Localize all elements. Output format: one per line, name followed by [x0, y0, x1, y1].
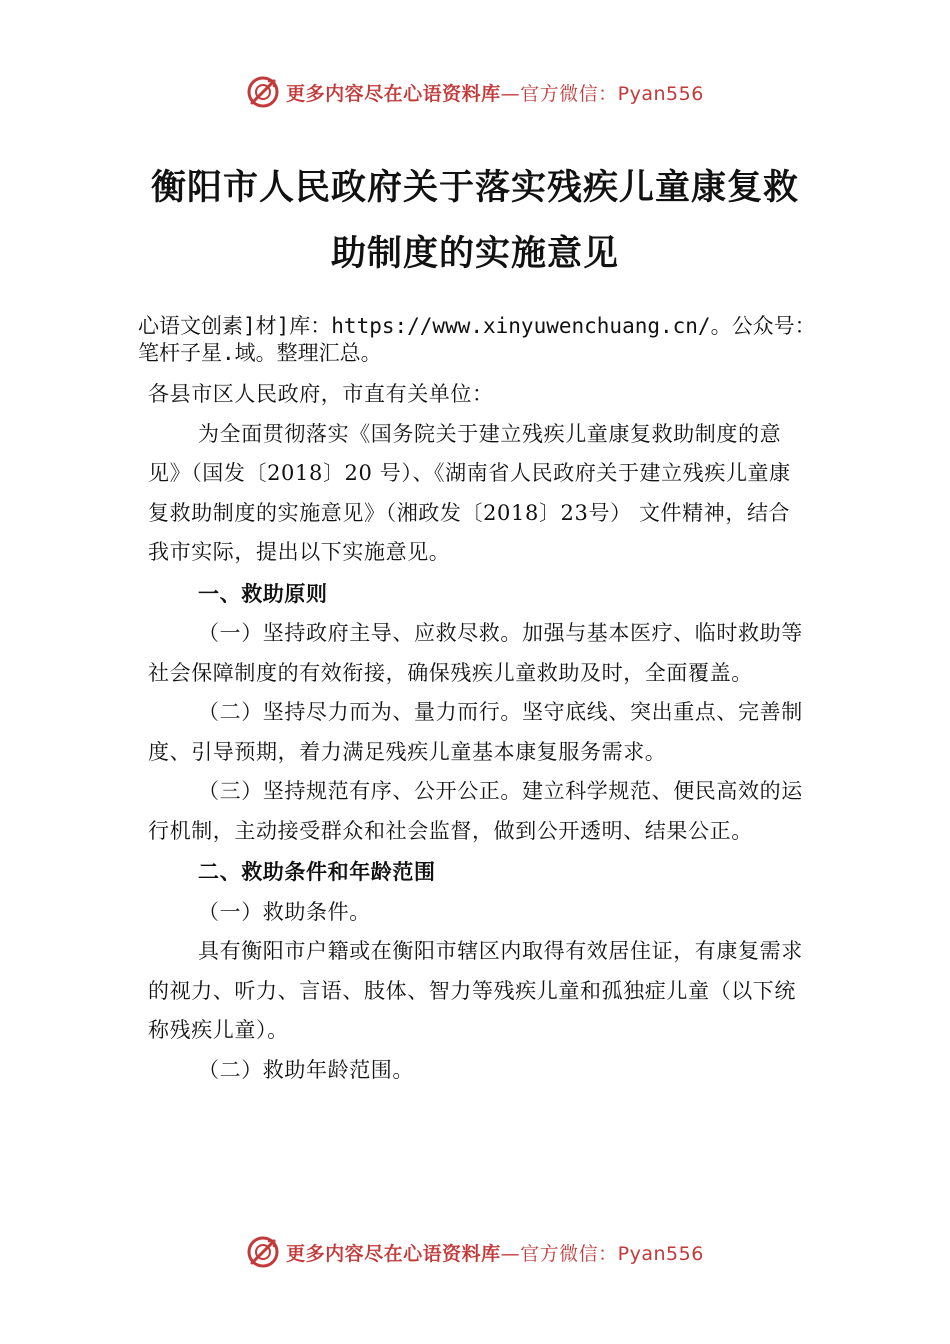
intro-paragraph: 为全面贯彻落实《国务院关于建立残疾儿童康复救助制度的意见》（国发〔2018〕20 号）、《湖南省人民政府关于建立残疾儿童康复救助制度的实施意见》（湘政发〔2018〕23号） 文件精神，结合我市实际，提出以下实施意见。 — [148, 421, 791, 564]
brand-logo-icon — [246, 75, 280, 109]
section2-paragraph-1: 具有衡阳市户籍或在衡阳市辖区内取得有效居住证，有康复需求的视力、听力、言语、肢体、智力等残疾儿童和孤独症儿童（以下统称残疾儿童）。 — [148, 939, 803, 1042]
document-title-line2: 助制度的实施意见 — [330, 233, 619, 274]
section2-heading: 二、救助条件和年龄范围 — [198, 860, 436, 884]
section1-paragraph-2: （二）坚持尽力而为、量力而行。坚守底线、突出重点、完善制度、引导预期，着力满足残疾儿童基本康复服务需求。 — [148, 700, 803, 764]
footer-banner — [0, 1232, 950, 1272]
banner-brand-text: 更多内容尽在心语资料库 — [286, 82, 501, 105]
section1-paragraph-1: （一）坚持政府主导、应救尽救。加强与基本医疗、临时救助等社会保障制度的有效衔接，确保残疾儿童救助及时，全面覆盖。 — [148, 621, 803, 685]
section1-paragraph-3: （三）坚持规范有序、公开公正。建立科学规范、便民高效的运行机制，主动接受群众和社会监督，做到公开透明、结果公正。 — [148, 779, 803, 843]
brand-logo-icon — [246, 1235, 280, 1269]
document-body — [148, 375, 810, 1090]
footer-brand-text: 更多内容尽在心语资料库 — [286, 1242, 501, 1265]
section2-subheading-1: （一）救助条件。 — [198, 899, 371, 924]
header-banner — [0, 72, 950, 112]
source-note: 心语文创素]材]库：https://www.xinyuwenchuang.cn/。公众号：笔杆子星.域。整理汇总。 — [138, 314, 816, 365]
salutation: 各县市区人民政府，市直有关单位： — [148, 382, 494, 406]
footer-contact-text: —官方微信：Pyan556 — [500, 1242, 704, 1265]
document-title-line1: 衡阳市人民政府关于落实残疾儿童康复救 — [150, 167, 799, 208]
section2-subheading-2: （二）救助年龄范围。 — [198, 1057, 414, 1082]
banner-contact-text: —官方微信：Pyan556 — [500, 82, 704, 105]
section1-heading: 一、救助原则 — [198, 581, 328, 606]
